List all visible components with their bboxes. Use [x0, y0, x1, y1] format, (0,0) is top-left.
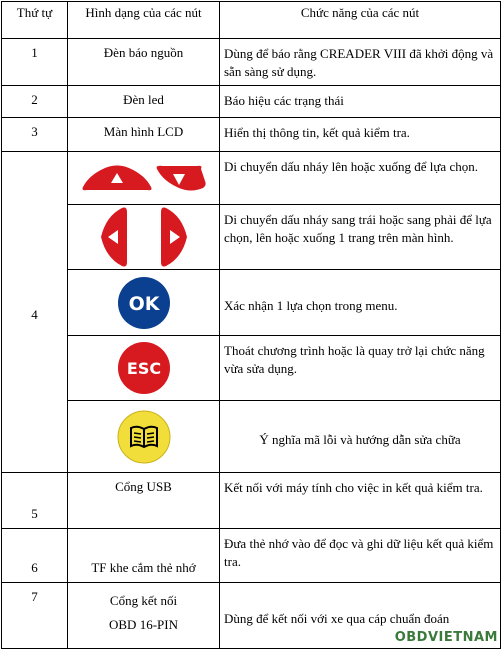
table-row	[2, 473, 501, 529]
ok-label: OK	[128, 292, 159, 315]
row-shape: TF khe cắm thẻ nhớ	[68, 529, 220, 583]
row-order: 2	[2, 86, 68, 118]
row-shape-line1: Cổng kết nối	[109, 593, 178, 608]
row-shape: Màn hình LCD	[68, 118, 220, 152]
row-shape: Cổng USB	[68, 473, 220, 529]
table-row	[2, 205, 501, 270]
row-shape-line2: OBD 16-PIN	[109, 617, 178, 632]
row-order: 5	[2, 473, 68, 529]
header-order: Thứ tự	[2, 2, 68, 39]
button-function: Di chuyển dấu nháy lên hoặc xuống để lựa chọn.	[220, 152, 501, 205]
button-function: Thoát chương trình hoặc là quay trở lại chức năng vừa sửa dụng.	[220, 336, 501, 401]
table-row	[2, 86, 501, 118]
button-function: Di chuyển dấu nháy sang trái hoặc sang phải để lựa chọn, lên hoặc xuống 1 trang trên màn hình.	[220, 205, 501, 270]
left-right-arrows-icon	[68, 205, 220, 270]
esc-button-icon	[68, 336, 220, 401]
help-book-icon	[68, 401, 220, 473]
row-shape: Đèn led	[68, 86, 220, 118]
row-function: Dùng để báo rằng CREADER VIII đã khởi động và sẵn sàng sử dụng.	[220, 39, 501, 86]
watermark: OBDVIETNAM	[394, 630, 498, 645]
button-function: Xác nhận 1 lựa chọn trong menu.	[220, 270, 501, 336]
table-row	[2, 401, 501, 473]
header-shape: Hình dạng của các nút	[68, 2, 220, 39]
up-down-arrows-icon	[68, 152, 220, 205]
button-function: Ý nghĩa mã lỗi và hướng dẫn sửa chữa	[220, 401, 501, 473]
row-function: Báo hiệu các trạng thái	[220, 86, 501, 118]
row-function: Hiển thị thông tin, kết quả kiểm tra.	[220, 118, 501, 152]
table-header-row	[2, 2, 501, 39]
header-function: Chức năng của các nút	[220, 2, 501, 39]
table-row	[2, 39, 501, 86]
table-row	[2, 270, 501, 336]
ok-button-icon	[68, 270, 220, 336]
esc-label: ESC	[126, 359, 161, 378]
row-order: 6	[2, 529, 68, 583]
row-order: 4	[2, 152, 68, 473]
button-function-table	[1, 1, 501, 649]
table-row	[2, 118, 501, 152]
row-function: Kết nối với máy tính cho việc in kết quả kiểm tra.	[220, 473, 501, 529]
row-order: 1	[2, 39, 68, 86]
table-row	[2, 152, 501, 205]
row-shape: Đèn báo nguồn	[68, 39, 220, 86]
row-function: Đưa thẻ nhớ vào để đọc và ghi dữ liệu kết quả kiểm tra.	[220, 529, 501, 583]
row-function: Dùng để kết nối với xe qua cáp chuẩn đoán	[220, 583, 501, 649]
row-order: 3	[2, 118, 68, 152]
table-row	[2, 529, 501, 583]
row-shape	[68, 583, 220, 649]
table-row	[2, 336, 501, 401]
row-order: 7	[2, 583, 68, 649]
